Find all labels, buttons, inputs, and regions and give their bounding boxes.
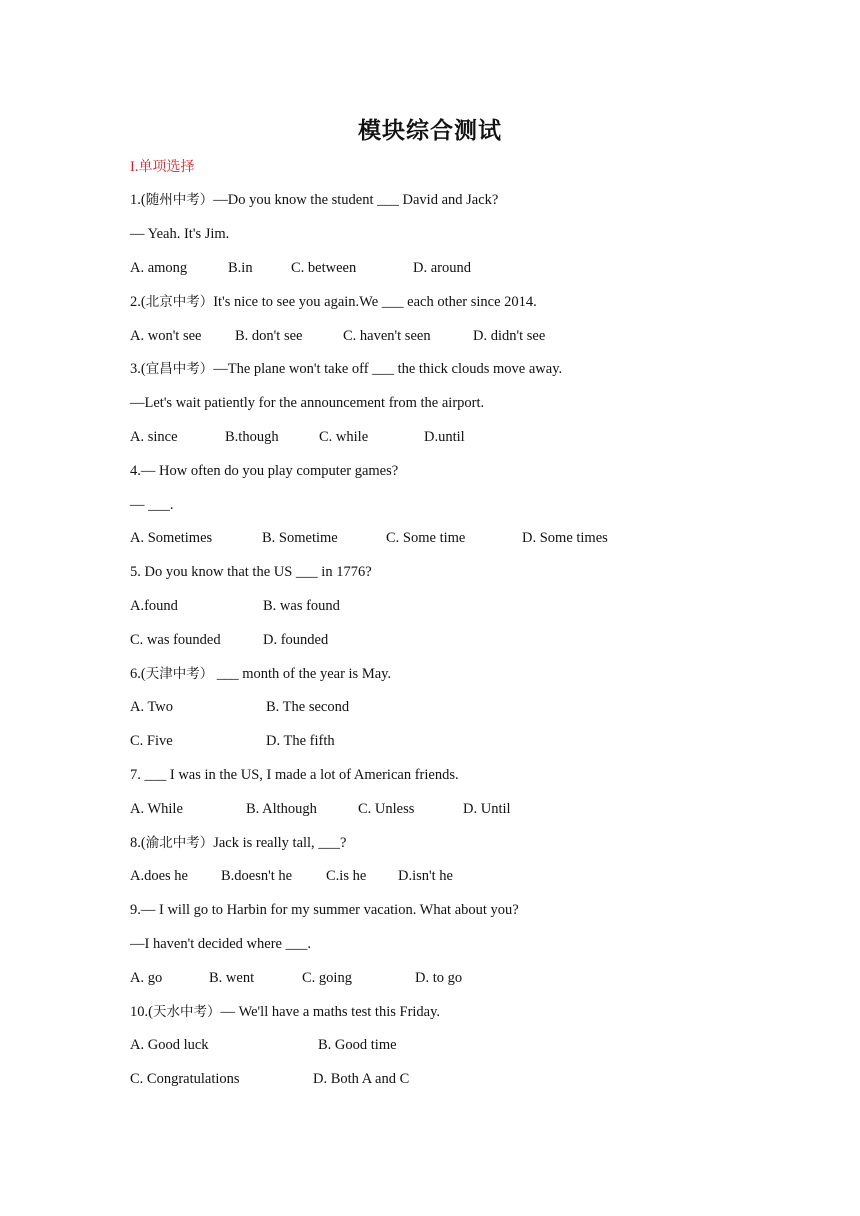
option-a[interactable]: A.does he [130, 868, 188, 884]
question-1-stem: 1.(随州中考）—Do you know the student ___ David and Jack? [130, 192, 499, 208]
question-4-stem: 4.— How often do you play computer games? [130, 463, 399, 479]
option-b[interactable]: B. don't see [235, 328, 303, 344]
option-d[interactable]: D.isn't he [398, 868, 453, 884]
question-5-stem: 5. Do you know that the US ___ in 1776? [130, 564, 372, 580]
option-c[interactable]: C. between [291, 260, 357, 276]
section-number: I. [130, 159, 139, 175]
question-1-reply: — Yeah. It's Jim. [130, 226, 230, 242]
option-d[interactable]: D. Until [463, 801, 511, 817]
option-d[interactable]: D. to go [415, 970, 463, 986]
option-a[interactable]: A. Two [130, 699, 174, 715]
question-6-stem: 6.(天津中考） ___ month of the year is May. [130, 666, 392, 682]
option-a[interactable]: A. won't see [130, 328, 202, 344]
option-c[interactable]: C. Unless [358, 801, 415, 817]
option-c[interactable]: C. was founded [130, 632, 221, 648]
question-9-reply: —I haven't decided where ___. [130, 936, 311, 952]
question-10-stem: 10.(天水中考）— We'll have a maths test this Friday. [130, 1004, 441, 1020]
option-c[interactable]: C. Congratulations [130, 1071, 240, 1087]
option-a[interactable]: A.found [130, 598, 178, 614]
option-b[interactable]: B.though [225, 429, 279, 445]
option-a[interactable]: A. go [130, 970, 163, 986]
option-b[interactable]: B. Good time [318, 1037, 397, 1053]
option-b[interactable]: B. Although [246, 801, 317, 817]
question-8-stem: 8.(渝北中考）Jack is really tall, ___? [130, 835, 347, 851]
option-d[interactable]: D.until [424, 429, 465, 445]
option-a[interactable]: A. since [130, 429, 178, 445]
option-b[interactable]: B. went [209, 970, 255, 986]
question-2-stem: 2.(北京中考）It's nice to see you again.We ___ each other since 2014. [130, 294, 537, 310]
option-a[interactable]: A. among [130, 260, 188, 276]
option-d[interactable]: D. Both A and C [313, 1071, 410, 1087]
option-c[interactable]: C. while [319, 429, 369, 445]
option-c[interactable]: C. Some time [386, 530, 466, 546]
option-b[interactable]: B. was found [263, 598, 340, 614]
option-a[interactable]: A. While [130, 801, 183, 817]
option-b[interactable]: B. The second [266, 699, 350, 715]
question-3-reply: —Let's wait patiently for the announcement from the airport. [130, 395, 485, 411]
question-3-stem: 3.(宜昌中考）—The plane won't take off ___ the thick clouds move away. [130, 361, 563, 377]
option-c[interactable]: C.is he [326, 868, 367, 884]
option-d[interactable]: D. didn't see [473, 328, 546, 344]
section-label: 单项选择 [138, 159, 195, 175]
question-7-stem: 7. ___ I was in the US, I made a lot of American friends. [130, 767, 459, 783]
option-c[interactable]: C. haven't seen [343, 328, 431, 344]
option-a[interactable]: A. Good luck [130, 1037, 209, 1053]
question-4-reply: — ___. [130, 497, 174, 513]
option-a[interactable]: A. Sometimes [130, 530, 213, 546]
option-b[interactable]: B.doesn't he [221, 868, 293, 884]
option-b[interactable]: B. Sometime [262, 530, 338, 546]
question-9-stem: 9.— I will go to Harbin for my summer vacation. What about you? [130, 902, 519, 918]
option-d[interactable]: D. Some times [522, 530, 608, 546]
option-c[interactable]: C. Five [130, 733, 173, 749]
option-d[interactable]: D. founded [263, 632, 329, 648]
option-b[interactable]: B.in [228, 260, 253, 276]
option-d[interactable]: D. The fifth [266, 733, 335, 749]
option-c[interactable]: C. going [302, 970, 352, 986]
section-heading [130, 156, 194, 176]
option-d[interactable]: D. around [413, 260, 471, 276]
page-title: 模块综合测试 [358, 118, 502, 144]
